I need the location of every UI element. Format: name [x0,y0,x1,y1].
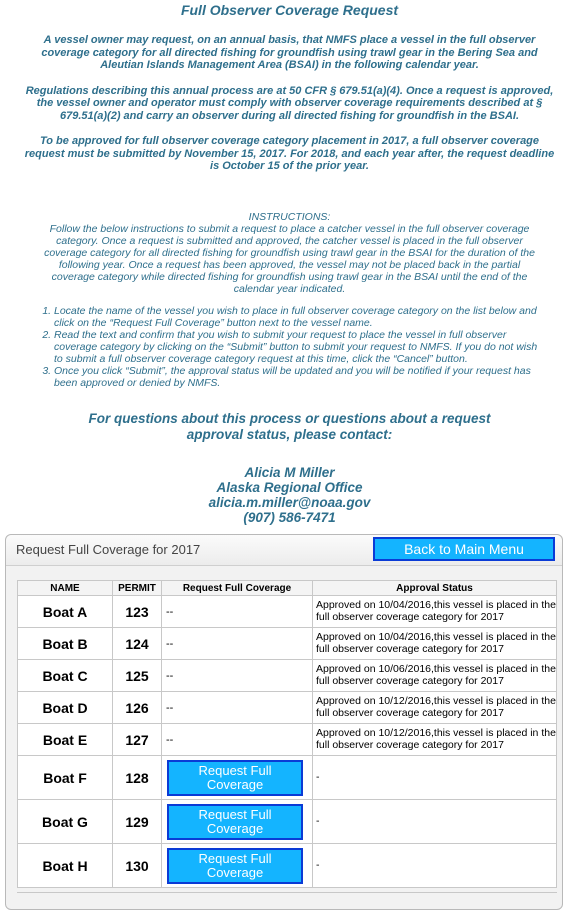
panel-title: Request Full Coverage for 2017 [16,542,201,557]
request-cell [162,756,313,800]
page-title: Full Observer Coverage Request [180,2,399,18]
instructions-heading: INSTRUCTIONS: [248,210,331,223]
contact-office: Alaska Regional Office [216,479,363,495]
deadline-paragraph: To be approved for full observer coverage category placement in 2017, a full observer coverage request must be submitted by November 15, 2017. For 2018, and each year after, the request deadline is October 15 of the prior year. [24,135,555,172]
request-full-coverage-button[interactable] [167,848,303,884]
approval-status: Approved on 10/06/2016,this vessel is placed in the full observer coverage category for 2017 [313,660,557,692]
approval-status: Approved on 10/04/2016,this vessel is placed in the full observer coverage category for 2017 [313,596,557,628]
contact-email: alicia.m.miller@noaa.gov [208,494,371,510]
request-cell: -- [162,692,313,724]
approval-status: - [313,844,557,888]
column-header-request: Request Full Coverage [162,581,313,596]
vessel-name: Boat D [18,692,113,724]
request-cell [162,800,313,844]
approval-status: - [313,756,557,800]
request-cell: -- [162,628,313,660]
regulations-paragraph: Regulations describing this annual process are at 50 CFR § 679.51(a)(4). Once a request is approved, the vessel owner and operator must comply with observer coverage requirements described at § 679.51(a)(2) and carry an observer during all directed fishing for groundfish in the BSAI. [25,84,554,122]
vessel-name: Boat A [18,596,113,628]
table-footer [17,892,557,901]
vessel-table [17,580,557,888]
vessel-name: Boat G [18,800,113,844]
instruction-step: 2. Read the text and confirm that you wish to submit your request to place the vessel in full observer coverage category by clicking on the “Submit” button to submit your request to NMFS. If you do not wish to submit a full observer coverage category request at this time, click the “Cancel” button. [54,329,539,365]
table-row [18,756,557,800]
contact-name: Alicia M Miller [244,464,335,480]
instruction-step: 3. Once you click “Submit”, the approval status will be updated and you will be notified if your request has been approved or denied by NMFS. [54,365,539,389]
vessel-permit: 125 [113,660,162,692]
vessel-name: Boat C [18,660,113,692]
table-row [18,800,557,844]
vessel-permit: 123 [113,596,162,628]
vessel-permit: 129 [113,800,162,844]
vessel-name: Boat H [18,844,113,888]
panel-header [6,535,562,566]
request-button-label: Request Full Coverage [198,762,272,792]
table-row [18,692,557,724]
vessel-permit: 124 [113,628,162,660]
back-to-main-menu-button[interactable]: Back to Main Menu [373,537,555,561]
instructions-body: Follow the below instructions to submit a request to place a catcher vessel in the full observer coverage category. Once a request is submitted and approved, the catcher vessel is placed in the full observer coverage category for all directed fishing for groundfish using trawl gear in the BSAI for the duration of the following year. Once a request has been approved, the vessel may not be placed back in the partial coverage category while directed fishing for groundfish using trawl gear in the BSAI until the end of the calendar year indicated. [44,222,535,295]
table-row [18,844,557,888]
request-full-coverage-button[interactable] [167,760,303,796]
instruction-steps [38,305,539,389]
vessel-permit: 130 [113,844,162,888]
vessel-name: Boat B [18,628,113,660]
table-row [18,660,557,692]
instructions-section [0,211,579,389]
request-full-coverage-button[interactable] [167,804,303,840]
table-row [18,724,557,756]
approval-status: Approved on 10/12/2016,this vessel is placed in the full observer coverage category for 2017 [313,724,557,756]
instruction-step: 1. Locate the name of the vessel you wish to place in full observer coverage category on the list below and click on the “Request Full Coverage” button next to the vessel name. [54,305,539,329]
request-button-label: Request Full Coverage [198,806,272,836]
intro-paragraph: A vessel owner may request, on an annual basis, that NMFS place a vessel in the full observer coverage category for all directed fishing for groundfish using trawl gear in the Bering Sea and Aleutian Islands Management Area (BSAI) in the following calendar year. [41,34,538,71]
request-cell [162,844,313,888]
contact-phone: (907) 586-7471 [243,509,336,525]
approval-status: Approved on 10/04/2016,this vessel is placed in the full observer coverage category for 2017 [313,628,557,660]
table-row [18,628,557,660]
column-header-status: Approval Status [313,581,557,596]
vessel-name: Boat F [18,756,113,800]
table-header-row [18,581,557,596]
column-header-name: NAME [18,581,113,596]
request-cell: -- [162,724,313,756]
vessel-permit: 127 [113,724,162,756]
vessel-name: Boat E [18,724,113,756]
request-cell: -- [162,660,313,692]
request-coverage-panel [5,534,563,910]
contact-question: For questions about this process or questions about a request approval status, please contact: [88,410,491,442]
request-button-label: Request Full Coverage [198,850,272,880]
approval-status: Approved on 10/12/2016,this vessel is placed in the full observer coverage category for 2017 [313,692,557,724]
page-header [0,2,579,173]
request-cell: -- [162,596,313,628]
table-row [18,596,557,628]
vessel-permit: 128 [113,756,162,800]
contact-block [0,465,579,525]
vessel-permit: 126 [113,692,162,724]
approval-status: - [313,800,557,844]
column-header-permit: PERMIT [113,581,162,596]
